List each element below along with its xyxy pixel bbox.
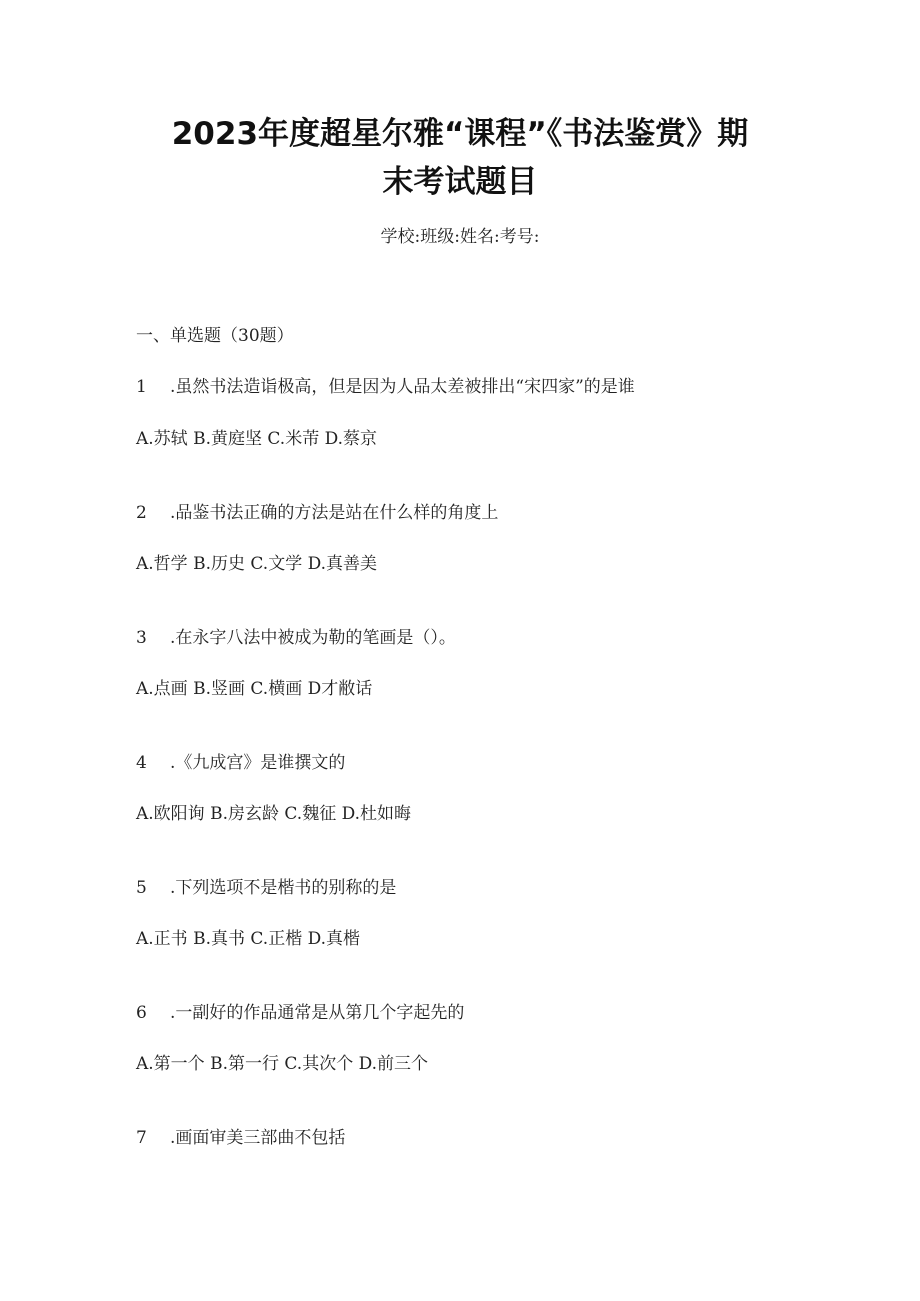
question-4 xyxy=(136,750,345,776)
question-5 xyxy=(136,875,396,901)
question-number: 3 xyxy=(136,628,147,648)
student-info-line: 学校:班级:姓名:考号: xyxy=(380,227,540,247)
question-7 xyxy=(136,1125,345,1151)
section-heading: 一、单选题（30题） xyxy=(136,326,294,346)
question-text: .《九成宫》是谁撰文的 xyxy=(170,753,346,773)
document-title-line1: 2023年度超星尔雅“课程”《书法鉴赏》期 xyxy=(171,116,749,152)
question-4-options: A.欧阳询 B.房玄龄 C.魏征 D.杜如晦 xyxy=(136,804,412,824)
document-title-line2: 末考试题目 xyxy=(382,164,538,200)
question-number: 5 xyxy=(136,878,147,898)
question-5-options: A.正书 B.真书 C.正楷 D.真楷 xyxy=(136,929,361,949)
question-2-options: A.哲学 B.历史 C.文学 D.真善美 xyxy=(136,554,378,574)
question-number: 2 xyxy=(136,503,147,523)
question-3 xyxy=(136,625,456,651)
question-text: .画面审美三部曲不包括 xyxy=(170,1128,346,1148)
question-text: .下列选项不是楷书的别称的是 xyxy=(170,878,397,898)
question-3-options: A.点画 B.竖画 C.横画 D才敝话 xyxy=(136,679,373,699)
question-number: 6 xyxy=(136,1003,147,1023)
question-1-options: A.苏轼 B.黄庭坚 C.米芾 D.蔡京 xyxy=(136,429,378,449)
question-text: .一副好的作品通常是从第几个字起先的 xyxy=(170,1003,465,1023)
question-6-options: A.第一个 B.第一行 C.其次个 D.前三个 xyxy=(136,1054,429,1074)
question-2 xyxy=(136,500,498,526)
question-text: .虽然书法造诣极高，但是因为人品太差被排出“宋四家”的是谁 xyxy=(170,377,635,397)
question-text: .品鉴书法正确的方法是站在什么样的角度上 xyxy=(170,503,499,523)
question-number: 1 xyxy=(136,377,147,397)
question-1 xyxy=(136,374,635,400)
question-text: .在永字八法中被成为勒的笔画是（）。 xyxy=(170,628,456,648)
question-number: 4 xyxy=(136,753,147,773)
question-6 xyxy=(136,1000,464,1026)
question-number: 7 xyxy=(136,1128,147,1148)
